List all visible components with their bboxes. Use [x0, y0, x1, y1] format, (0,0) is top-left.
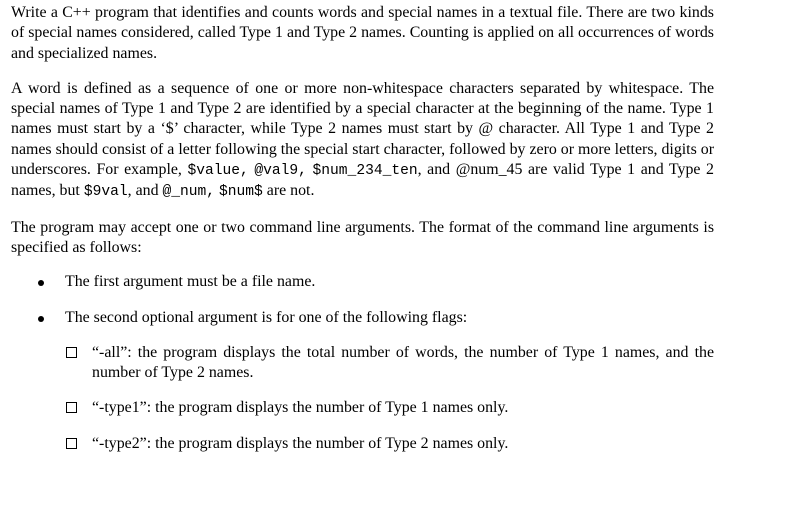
flag-item — [66, 434, 714, 454]
example-valid-type2: @val9, — [254, 163, 307, 180]
document — [11, 3, 714, 469]
list-item — [11, 272, 714, 292]
flag-item — [66, 343, 714, 384]
example-valid-type1-long: $num_234_ten — [312, 163, 418, 180]
bullet-icon — [38, 316, 44, 322]
checkbox-icon — [66, 438, 77, 449]
list-item-text: The first argument must be a file name. — [65, 273, 316, 291]
definition-paragraph — [11, 79, 714, 203]
example-invalid-type2: @_num, — [162, 184, 216, 201]
example-valid-type1: $value, — [187, 163, 249, 180]
flag-item-text: “-type1”: the program displays the number of Type 1 names only. — [92, 399, 509, 417]
flag-item-text: “-type2”: the program displays the number of Type 2 names only. — [92, 434, 509, 452]
definition-text: A word is defined as a sequence of one or more non-whitespace characters separated by whitespace. The special names of Type 1 and Type 2 are identified by a special character at the beginning of the name. Type 1 names must start by a ‘$’ character, while Type 2 names must start by @ character. All Type 1 and Type 2 names should consist of a letter following the special start character, followed by zero or more letters, digits or underscores. For example, — [11, 79, 714, 179]
list-item-text: The second optional argument is for one of the following flags: — [65, 308, 468, 326]
intro-paragraph: Write a C++ program that identifies and counts words and special names in a textual file. There are two kinds of special names considered, called Type 1 and Type 2 names. Counting is applied on all occurrences of words and specialized names. — [11, 4, 714, 62]
flag-item-text: “-all”: the program displays the total number of words, the number of Type 1 names, and the number of Type 2 names. — [92, 343, 714, 382]
example-invalid-type1: $9val — [83, 184, 128, 201]
checkbox-icon — [66, 402, 77, 413]
bullet-icon — [38, 280, 44, 286]
example-invalid-type1-suffix: $num$ — [219, 184, 263, 201]
argument-list — [11, 272, 714, 328]
definition-valid-join-text: , and @num_45 are valid Type 1 and Type 2 names, but — [11, 161, 715, 200]
flag-item — [66, 398, 714, 418]
checkbox-icon — [66, 347, 77, 358]
definition-invalid-join-text: , and — [127, 182, 159, 200]
flag-list — [66, 343, 714, 454]
arguments-paragraph: The program may accept one or two command line arguments. The format of the command line arguments is specified as follows: — [11, 218, 714, 256]
list-item — [11, 308, 714, 328]
definition-closing-text: are not. — [262, 182, 315, 200]
